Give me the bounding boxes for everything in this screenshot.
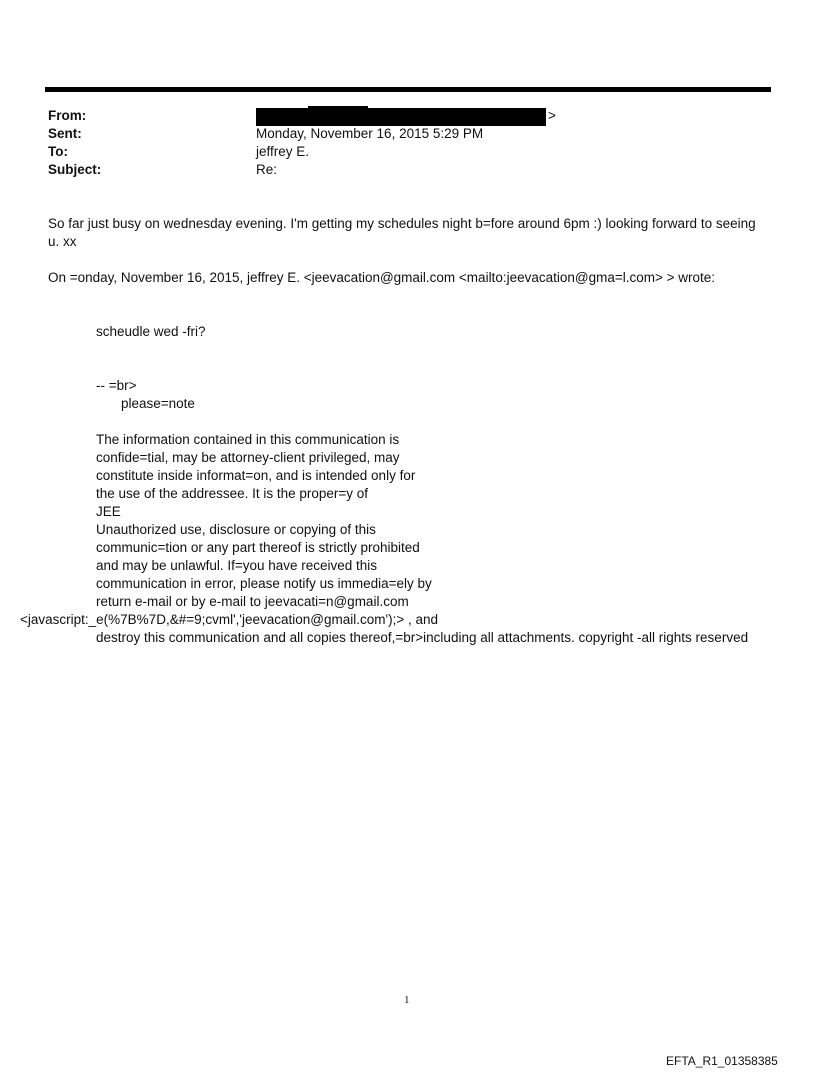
document-id: EFTA_R1_01358385 [666,1054,778,1068]
subject-label: Subject: [48,162,102,177]
to-label: To: [48,144,68,159]
disclaimer-line: confide=tial, may be attorney-client privileged, may [96,450,400,465]
disclaimer-line: communication in error, please notify us immedia=ely by [96,576,432,591]
subject-value: Re: [256,162,278,177]
redaction-block [256,108,546,126]
reply-line-1: So far just busy on wednesday evening. I'm getting my schedules night b=fore around 6pm :) looking forward to seeing [48,216,756,231]
from-value-trail: > [548,108,556,123]
disclaimer-line: JEE [96,504,121,519]
page-number: 1 [404,994,410,1006]
javascript-line: <javascript:_e(%7B%7D,&#=9;cvml','jeevacation@gmail.com');> , and [20,612,438,627]
disclaimer-line: communic=tion or any part thereof is strictly prohibited [96,540,420,555]
disclaimer-line: the use of the addressee. It is the proper=y of [96,486,369,501]
signature-separator: -- =br> [96,378,137,393]
quoted-message: scheudle wed -fri? [96,324,206,339]
reply-line-2: u. xx [48,234,77,249]
sent-value: Monday, November 16, 2015 5:29 PM [256,126,484,141]
signature-note: please=note [121,396,195,411]
disclaimer-last-line: destroy this communication and all copies thereof,=br>including all attachments. copyright -all rights reserved [96,630,749,645]
disclaimer-line: return e-mail or by e-mail to jeevacati=n@gmail.com [96,594,409,609]
disclaimer-line: constitute inside informat=on, and is intended only for [96,468,416,483]
header-rule [45,87,771,92]
disclaimer-line: Unauthorized use, disclosure or copying of this [96,522,376,537]
quote-intro: On =onday, November 16, 2015, jeffrey E. <jeevacation@gmail.com <mailto:jeevacation@gma=l.com> > wrote: [48,270,716,285]
to-value: jeffrey E. [256,144,310,159]
sent-label: Sent: [48,126,82,141]
disclaimer-line: The information contained in this communication is [96,432,400,447]
redaction-block-top [308,106,368,110]
from-label: From: [48,108,87,123]
disclaimer-line: and may be unlawful. If=you have received this [96,558,378,573]
